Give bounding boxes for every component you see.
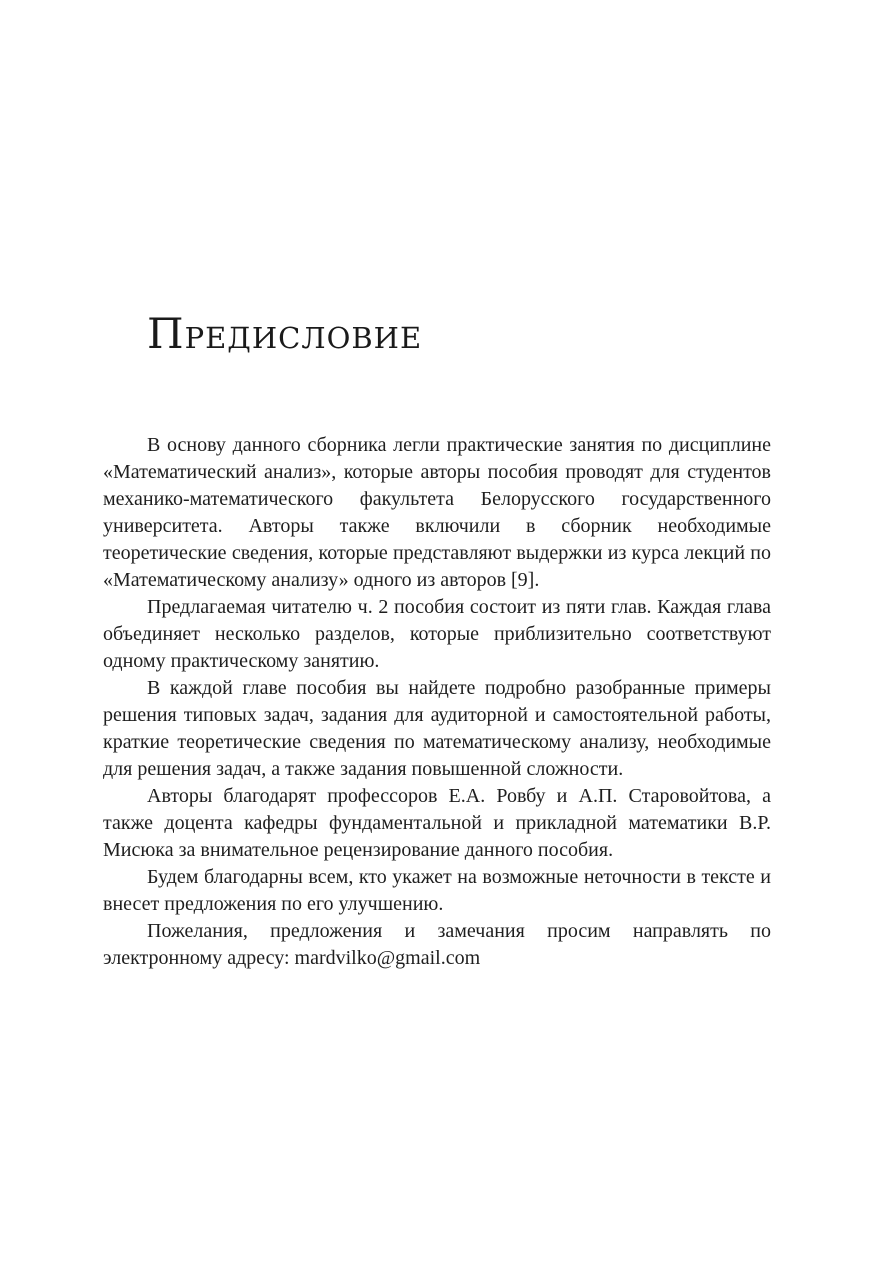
page-title: Предисловие [147, 309, 423, 358]
paragraph-acknowledgements: Авторы благодарят профессоров Е.А. Ровбу и А.П. Старовойтова, а также доцента кафедры фундаментальной и прикладной математики В.Р. Мисюка за внимательное рецензирование данного пособия. [103, 785, 771, 861]
paragraph-structure: Предлагаемая читателю ч. 2 пособия состоит из пяти глав. Каждая глава объединяет несколько разделов, которые приблизительно соответствуют одному практическому занятию. [103, 596, 771, 672]
paragraph-sources: В основу данного сборника легли практические занятия по дисциплине «Математический анализ», которые авторы пособия проводят для студентов механико-математического факультета Белорусского государственного университета. Авторы также включили в сборник необходимые теоретические сведения, которые представляют выдержки из курса лекций по «Математическому анализу» одного из авторов [9]. [103, 434, 771, 591]
paragraph-feedback: Будем благодарны всем, кто укажет на возможные неточности в тексте и внесет предложения по его улучшению. [103, 866, 771, 915]
preface-body [103, 432, 771, 972]
paragraph-contact: Пожелания, предложения и замечания просим направлять по электронному адресу: mardvilko@gmail.com [103, 920, 771, 969]
paragraph-contents: В каждой главе пособия вы найдете подробно разобранные примеры решения типовых задач, задания для аудиторной и самостоятельной работы, краткие теоретические сведения по математическому анализу, необходимые для решения задач, а также задания повышенной сложности. [103, 677, 771, 780]
